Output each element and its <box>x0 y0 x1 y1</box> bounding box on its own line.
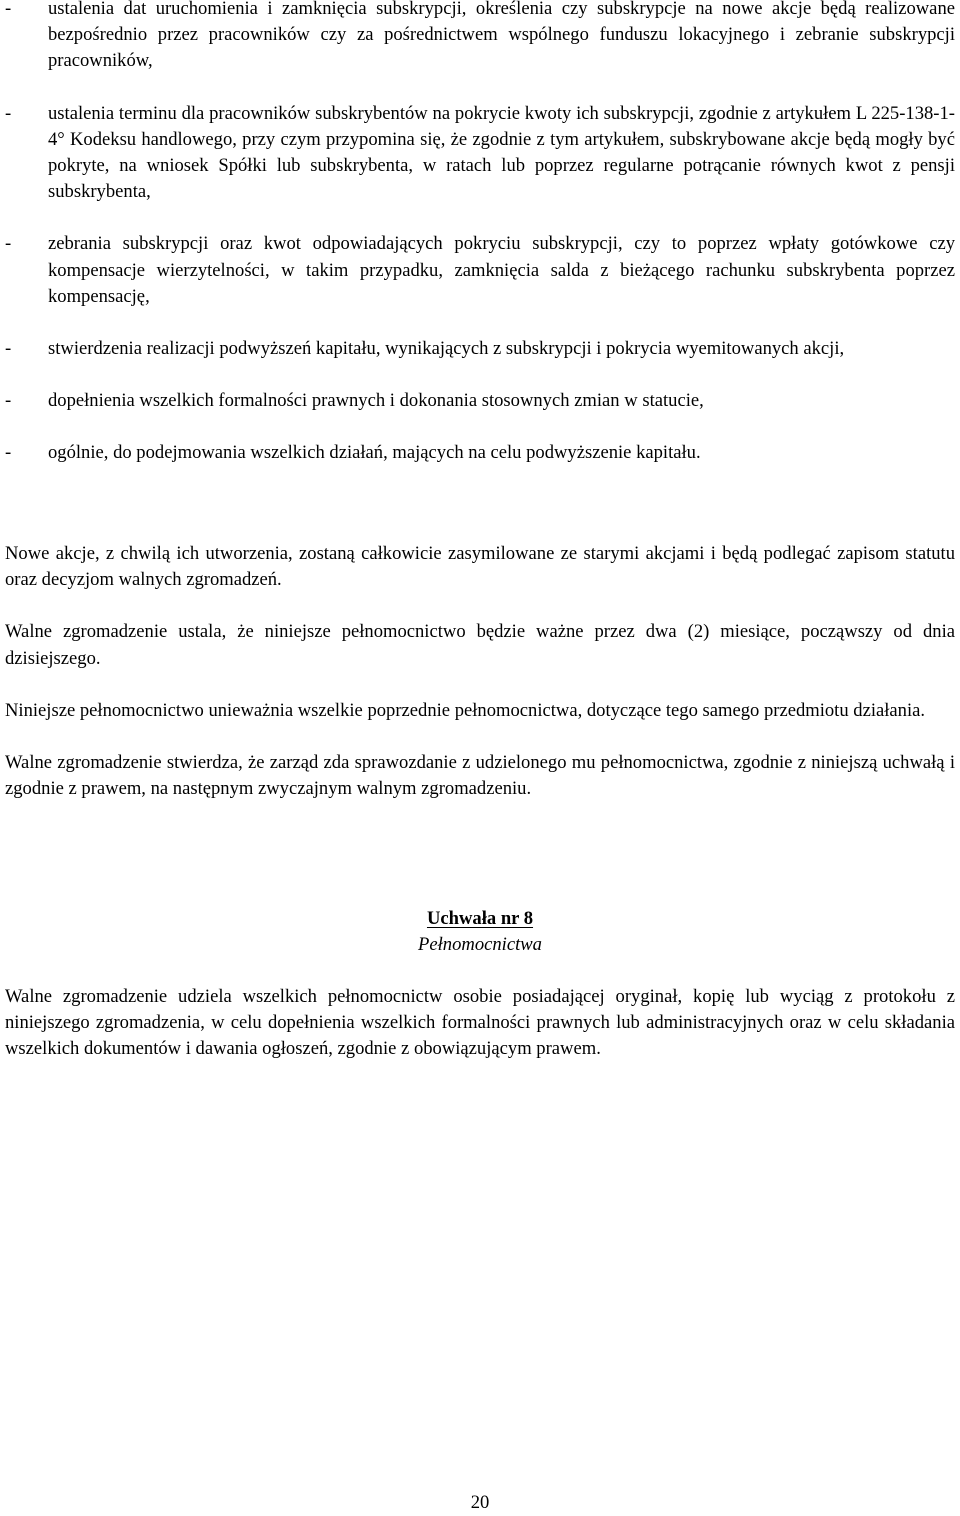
list-item <box>5 0 955 75</box>
list-item-text: zebrania subskrypcji oraz kwot odpowiadających pokryciu subskrypcji, czy to poprzez wpłaty gotówkowe czy kompensacje wierzytelności, w takim przypadku, zamknięcia salda z bieżącego rachunku subskrybenta poprzez kompensację, <box>48 233 955 307</box>
list-item-text: stwierdzenia realizacji podwyższeń kapitału, wynikających z subskrypcji i pokrycia wyemitowanych akcji, <box>48 338 845 360</box>
list-item <box>5 231 955 310</box>
list-dash: - <box>5 102 12 124</box>
list-dash: - <box>5 390 12 412</box>
resolution-body <box>5 984 955 1063</box>
resolution-heading <box>5 906 955 958</box>
authorization-list <box>5 0 955 467</box>
paragraph-report: Walne zgromadzenie stwierdza, że zarząd zda sprawozdanie z udzielonego mu pełnomocnictwa, zgodnie z niniejszą uchwałą i zgodnie z prawem, na następnym zwyczajnym walnym zgromadzeniu. <box>5 752 955 800</box>
document-content <box>5 0 955 1060</box>
paragraph-revocation: Niniejsze pełnomocnictwo unieważnia wszelkie poprzednie pełnomocnictwa, dotyczące tego samego przedmiotu działania. <box>5 699 926 721</box>
resolution-paragraphs <box>5 541 955 802</box>
page-number: 20 <box>470 1492 490 1513</box>
paragraph-new-shares: Nowe akcje, z chwilą ich utworzenia, zostaną całkowicie zasymilowane ze starymi akcjami i będą podlegać zapisom statutu oraz decyzjom walnych zgromadzeń. <box>5 543 955 591</box>
list-item-text: ustalenia dat uruchomienia i zamknięcia subskrypcji, określenia czy subskrypcje na nowe akcje będą realizowane bezpośrednio przez pracowników czy za pośrednictwem wspólnego funduszu lokacyjnego i zebranie subskrypcji pracowników, <box>48 0 955 72</box>
list-item-text: dopełnienia wszelkich formalności prawnych i dokonania stosownych zmian w statucie, <box>48 390 704 412</box>
list-dash: - <box>5 338 12 360</box>
resolution-title: Uchwała nr 8 <box>426 908 534 929</box>
paragraph-validity: Walne zgromadzenie ustala, że niniejsze pełnomocnictwo będzie ważne przez dwa (2) miesiące, począwszy od dnia dzisiejszego. <box>5 621 955 669</box>
list-dash: - <box>5 0 12 19</box>
list-item <box>5 388 955 414</box>
list-item <box>5 440 955 466</box>
resolution-subtitle: Pełnomocnictwa <box>418 934 542 956</box>
list-item <box>5 101 955 206</box>
list-dash: - <box>5 233 12 255</box>
list-item-text: ogólnie, do podejmowania wszelkich działań, mających na celu podwyższenie kapitału. <box>48 442 701 464</box>
list-item-text: ustalenia terminu dla pracowników subskrybentów na pokrycie kwoty ich subskrypcji, zgodnie z artykułem L 225-138-1-4° Kodeksu handlowego, przy czym przypomina się, że zgodnie z tym artykułem, subskrybowane akcje będą mogły być pokryte, na wniosek Spółki lub subskrybenta, w ratach lub poprzez regularne potrącanie równych kwot z pensji subskrybenta, <box>48 102 955 203</box>
paragraph-powers: Walne zgromadzenie udziela wszelkich pełnomocnictw osobie posiadającej oryginał, kopię lub wyciąg z protokołu z niniejszego zgromadzenia, w celu dopełnienia wszelkich formalności prawnych lub administracyjnych oraz w celu składania wszelkich dokumentów i dawania ogłoszeń, zgodnie z obowiązującym prawem. <box>5 986 955 1060</box>
list-dash: - <box>5 442 12 464</box>
list-item <box>5 336 955 362</box>
